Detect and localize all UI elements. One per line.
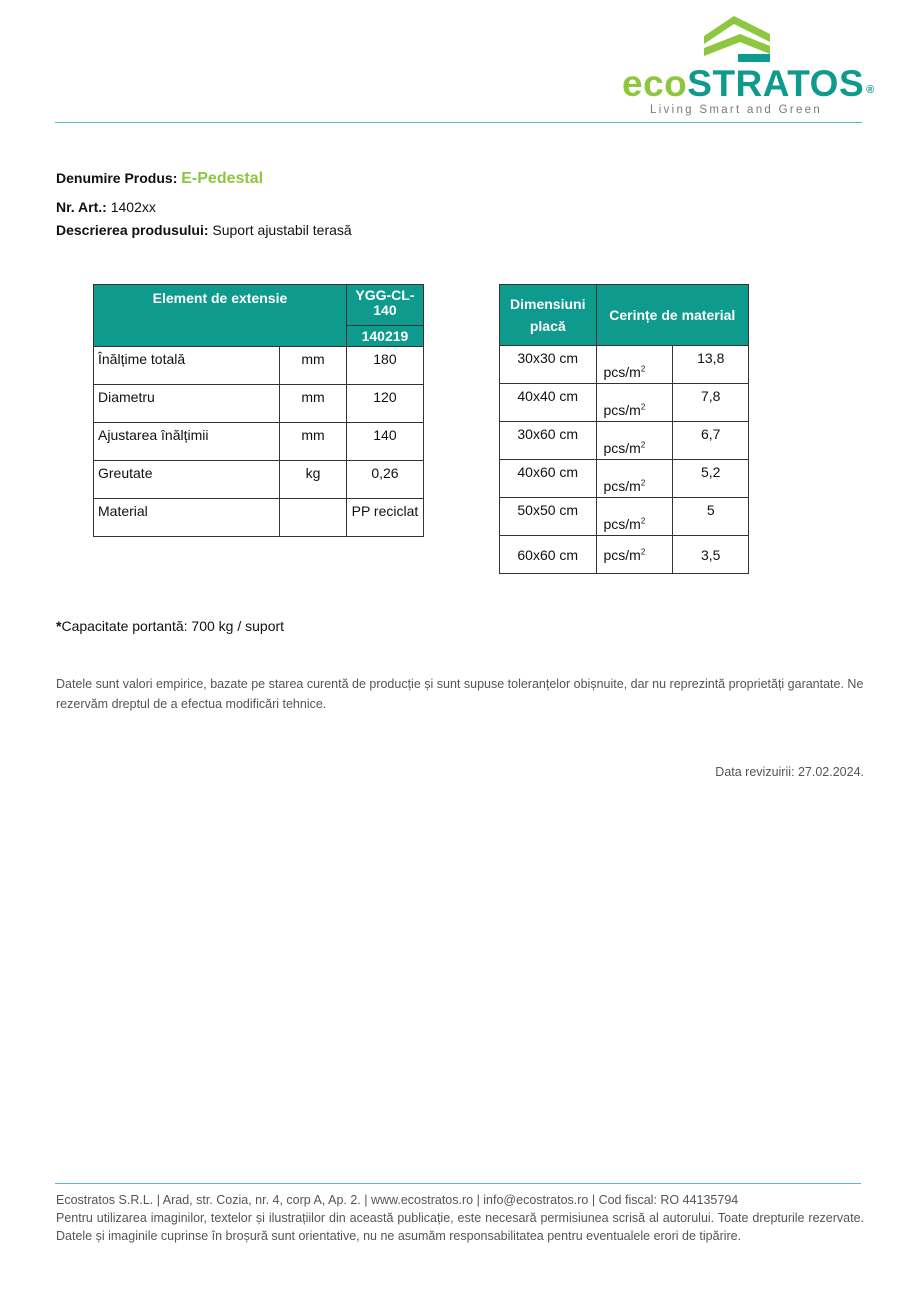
tile-dimension: 40x40 cm [500, 384, 597, 422]
spec-label: Ajustarea înălțimii [94, 423, 280, 461]
table-row [94, 385, 424, 423]
spec-unit: mm [280, 423, 347, 461]
table-row [94, 347, 424, 385]
product-name-line [56, 170, 263, 188]
spec-unit [280, 499, 347, 537]
spec-value: 180 [346, 347, 423, 385]
brand-logo [622, 62, 875, 106]
material-header-requirements: Cerințe de material [596, 285, 749, 346]
unit-cell [596, 384, 673, 422]
product-description-line [56, 222, 352, 238]
material-value: 7,8 [673, 384, 749, 422]
spec-header-code: YGG-CL-140 [346, 285, 423, 326]
table-row [500, 422, 749, 460]
table-row [94, 423, 424, 461]
spec-label: Înălțime totală [94, 347, 280, 385]
unit-exponent: 2 [640, 440, 646, 450]
unit-text: pcs/m [603, 478, 641, 494]
capacity-text: Capacitate portantă: 700 kg / suport [61, 618, 285, 634]
load-capacity-note [56, 618, 284, 634]
product-name-label: Denumire Produs: [56, 170, 178, 186]
ecostratos-logo-icon [700, 14, 774, 64]
unit-exponent: 2 [640, 478, 646, 488]
revision-date: Data revizuirii: 27.02.2024. [715, 765, 864, 779]
table-row [94, 499, 424, 537]
header-divider [55, 122, 862, 123]
brand-tagline: Living Smart and Green [650, 104, 823, 116]
spec-label: Material [94, 499, 280, 537]
tile-dimension: 30x60 cm [500, 422, 597, 460]
article-number-line [56, 199, 156, 215]
spec-unit: mm [280, 385, 347, 423]
spec-label: Greutate [94, 461, 280, 499]
article-number-value: 1402xx [110, 199, 156, 215]
spec-value: PP reciclat [346, 499, 423, 537]
disclaimer-text: Datele sunt valori empirice, bazate pe starea curentă de producție și sunt supuse toleranțelor obișnuite, dar nu reprezintă proprietăți garantate. Ne rezervăm dreptul de a efectua modificări tehnice. [56, 677, 864, 711]
material-table [499, 284, 749, 574]
unit-exponent: 2 [640, 364, 646, 374]
table-row [500, 384, 749, 422]
material-value: 6,7 [673, 422, 749, 460]
spec-header-number: 140219 [346, 326, 423, 347]
spec-unit: mm [280, 347, 347, 385]
material-value: 5 [673, 498, 749, 536]
material-value: 3,5 [673, 536, 749, 574]
spec-table [93, 284, 424, 537]
footer [56, 1191, 864, 1245]
unit-exponent: 2 [640, 546, 646, 556]
unit-exponent: 2 [640, 516, 646, 526]
spec-label: Diametru [94, 385, 280, 423]
tile-dimension: 60x60 cm [500, 536, 597, 574]
product-description-value: Suport ajustabil terasă [212, 222, 352, 238]
unit-cell [596, 536, 673, 574]
logo-eco-text: eco [622, 63, 688, 104]
unit-cell [596, 498, 673, 536]
unit-cell [596, 346, 673, 384]
material-value: 5,2 [673, 460, 749, 498]
material-value: 13,8 [673, 346, 749, 384]
table-row [500, 346, 749, 384]
table-row [500, 498, 749, 536]
spec-header-main: Element de extensie [94, 285, 347, 347]
unit-exponent: 2 [640, 402, 646, 412]
unit-cell [596, 422, 673, 460]
product-name-value: E-Pedestal [181, 170, 264, 187]
spec-value: 120 [346, 385, 423, 423]
article-number-label: Nr. Art.: [56, 199, 107, 215]
tile-dimension: 40x60 cm [500, 460, 597, 498]
unit-cell [596, 460, 673, 498]
unit-text: pcs/m [603, 546, 641, 563]
table-row [500, 536, 749, 574]
unit-text: pcs/m [603, 440, 641, 456]
footer-copyright: Pentru utilizarea imaginilor, textelor și ilustrațiilor din această publicație, este necesară permisiunea scrisă al autorului. Toate drepturile rezervate. Datele și imaginile cuprinse în broșură sunt orientative, nu ne asumăm responsabilitatea pentru eventualele erori de tipărire. [56, 1211, 864, 1243]
product-description-label: Descrierea produsului: [56, 222, 209, 238]
table-row [500, 460, 749, 498]
spec-unit: kg [280, 461, 347, 499]
unit-text: pcs/m [603, 364, 641, 380]
logo-stratos-text: STRATOS [687, 63, 865, 104]
tile-dimension: 30x30 cm [500, 346, 597, 384]
tile-dimension: 50x50 cm [500, 498, 597, 536]
spec-value: 140 [346, 423, 423, 461]
registered-mark: ® [866, 84, 875, 96]
table-row [94, 461, 424, 499]
capacity-asterisk: * [56, 618, 62, 634]
footer-divider [55, 1183, 861, 1184]
unit-text: pcs/m [603, 402, 641, 418]
unit-text: pcs/m [603, 516, 641, 532]
material-header-dimensions: Dimensiuni placă [500, 285, 597, 346]
spec-value: 0,26 [346, 461, 423, 499]
footer-company-info: Ecostratos S.R.L. | Arad, str. Cozia, nr. 4, corp A, Ap. 2. | www.ecostratos.ro | info@ecostratos.ro | Cod fiscal: RO 44135794 [56, 1193, 739, 1207]
